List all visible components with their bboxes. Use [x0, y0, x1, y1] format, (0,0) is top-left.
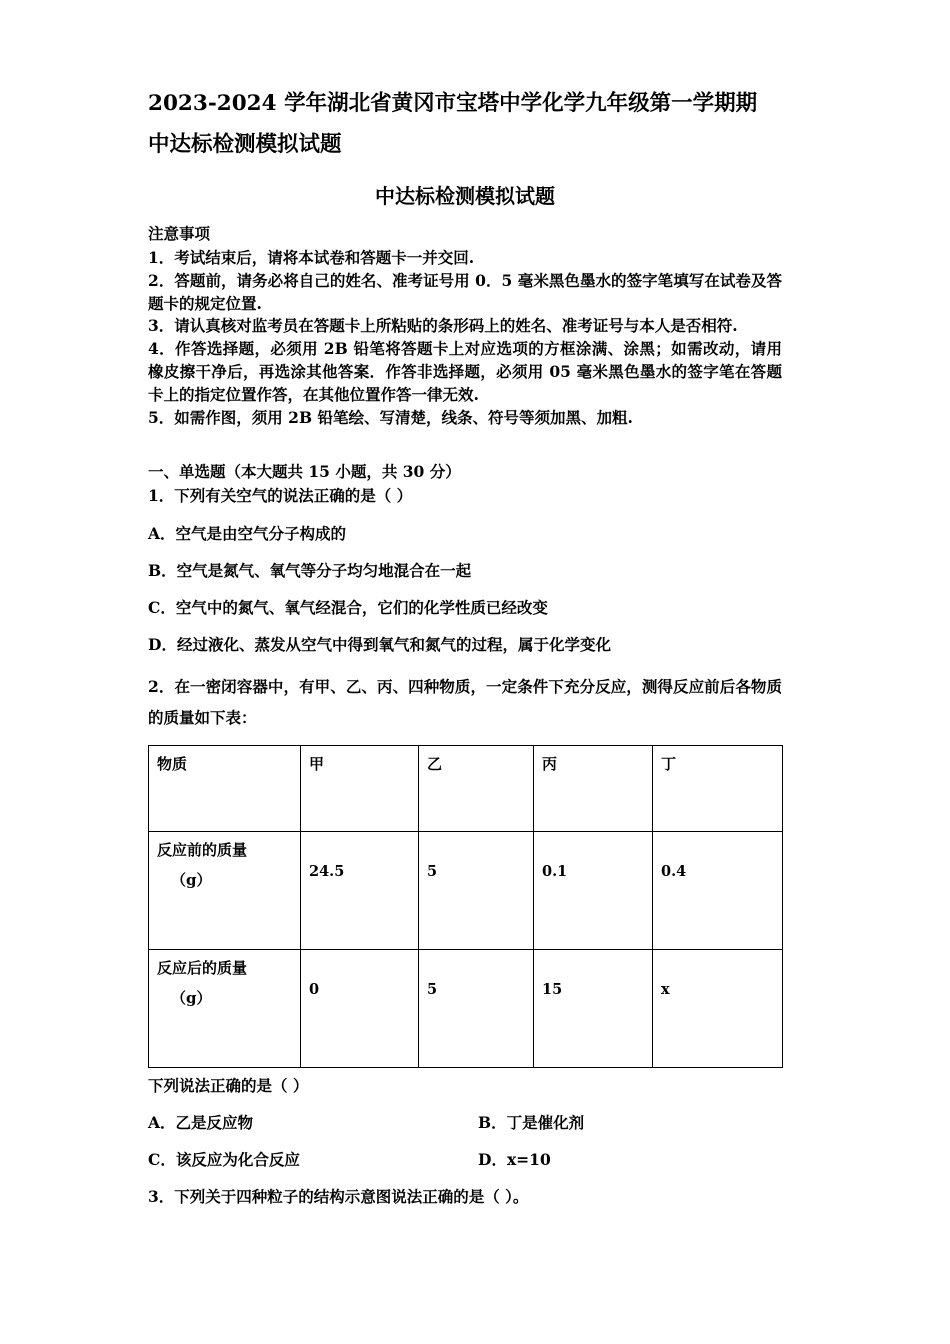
row-label-before: [149, 832, 301, 950]
cell-after-yi: 5: [419, 950, 534, 1068]
mass-data-table: [148, 745, 783, 1068]
row-label-before-line1: 反应前的质量: [157, 841, 248, 860]
question-2-option-b: B．丁是催化剂: [478, 1113, 585, 1133]
row-label-after-line1: 反应后的质量: [157, 959, 248, 978]
row-label-before-line2: （g）: [171, 871, 212, 890]
document-subtitle: 中达标检测模拟试题: [375, 183, 555, 208]
note-item-4: 4．作答选择题，必须用 2B 铅笔将答题卡上对应选项的方框涂满、涂黑；如需改动，请用橡皮擦干净后，再选涂其他答案．作答非选择题，必须用 05 毫米黑色墨水的签字笔在答题卡上的指定位置作答，在其他位置作答一律无效.: [148, 339, 782, 405]
notes-section: [148, 223, 782, 430]
notes-heading: 注意事项: [148, 223, 211, 243]
page-content: [148, 0, 782, 1207]
table-header-col-1: 甲: [301, 746, 419, 832]
table-header-label: 物质: [149, 746, 301, 832]
row-label-after: [149, 950, 301, 1068]
note-item-2: 2．答题前，请务必将自己的姓名、准考证号用 0．5 毫米黑色墨水的签字笔填写在试卷及答题卡的规定位置.: [148, 270, 782, 313]
table-row-before-reaction: [149, 832, 783, 950]
document-title-line-2: 中达标检测模拟试题: [148, 131, 342, 157]
question-1-option-a: A．空气是由空气分子构成的: [148, 524, 347, 544]
question-2-option-a: A．乙是反应物: [148, 1113, 254, 1133]
cell-before-jia: 24.5: [301, 832, 419, 950]
cell-before-bing: 0.1: [534, 832, 653, 950]
section-heading: 一、单选题（本大题共 15 小题，共 30 分）: [148, 462, 461, 482]
question-1-stem: 1．下列有关空气的说法正确的是（ ）: [148, 486, 413, 506]
cell-before-yi: 5: [419, 832, 534, 950]
question-2-options-row-1: [148, 1111, 782, 1133]
table-header-col-3: 丙: [534, 746, 653, 832]
note-item-5: 5．如需作图，须用 2B 铅笔绘、写清楚，线条、符号等须加黑、加粗.: [148, 408, 633, 428]
question-2-prompt: 下列说法正确的是（ ）: [148, 1076, 309, 1096]
table-header-col-2: 乙: [419, 746, 534, 832]
question-2-options-row-2: [148, 1148, 782, 1170]
question-2-option-d: D．x=10: [478, 1150, 551, 1170]
question-2-option-c: C．该反应为化合反应: [148, 1150, 300, 1170]
row-label-after-line2: （g）: [171, 989, 212, 1008]
table-header-row: [149, 746, 783, 832]
note-item-3: 3．请认真核对监考员在答题卡上所粘贴的条形码上的姓名、准考证号与本人是否相符.: [148, 316, 738, 336]
question-2-stem: 2．在一密闭容器中，有甲、乙、丙、四种物质，一定条件下充分反应，测得反应前后各物质的质量如下表：: [148, 677, 782, 728]
cell-after-jia: 0: [301, 950, 419, 1068]
table-row-after-reaction: [149, 950, 783, 1068]
cell-after-bing: 15: [534, 950, 653, 1068]
cell-after-ding: x: [653, 950, 783, 1068]
document-title: [148, 84, 782, 166]
question-1-option-b: B．空气是氮气、氧气等分子均匀地混合在一起: [148, 561, 472, 581]
document-title-line-1: 2023-2024 学年湖北省黄冈市宝塔中学化学九年级第一学期期: [148, 91, 758, 116]
question-1-option-c: C．空气中的氮气、氧气经混合，它们的化学性质已经改变: [148, 598, 548, 618]
question-3-stem: 3．下列关于四种粒子的结构示意图说法正确的是（ ）。: [148, 1187, 529, 1207]
cell-before-ding: 0.4: [653, 832, 783, 950]
note-item-1: 1．考试结束后，请将本试卷和答题卡一并交回.: [148, 247, 475, 267]
table-header-col-4: 丁: [653, 746, 783, 832]
question-1-option-d: D．经过液化、蒸发从空气中得到氧气和氮气的过程，属于化学变化: [148, 635, 611, 655]
